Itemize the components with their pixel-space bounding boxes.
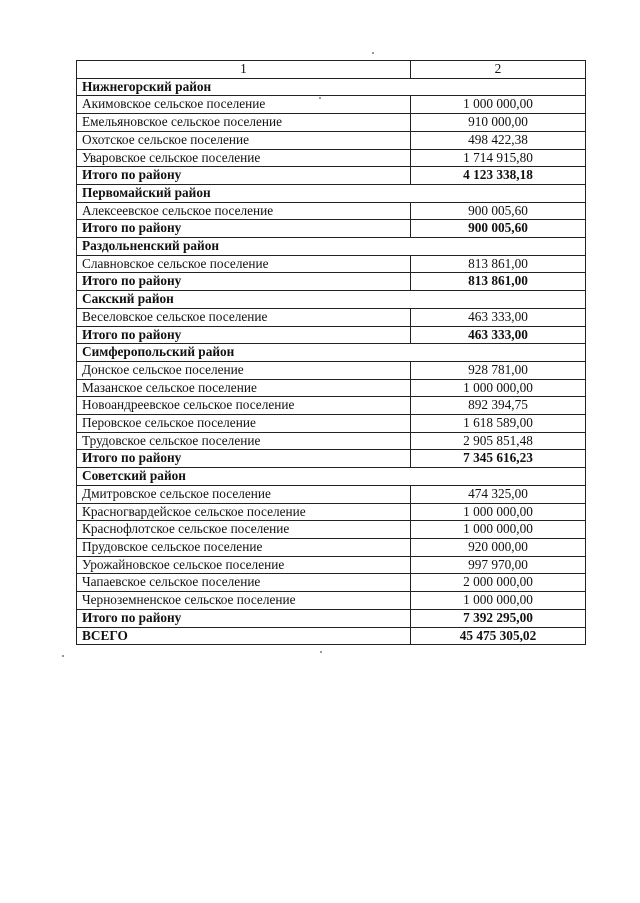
district-header-row <box>77 344 586 362</box>
grand-total-row <box>77 627 586 645</box>
settlement-name: Акимовское сельское поселение <box>77 96 411 114</box>
settlement-name: Краснофлотское сельское поселение <box>77 521 411 539</box>
settlement-name: Перовское сельское поселение <box>77 415 411 433</box>
settlement-amount: 1 618 589,00 <box>411 415 586 433</box>
scan-speck <box>320 651 322 653</box>
table-row <box>77 397 586 415</box>
settlement-amount: 900 005,60 <box>411 202 586 220</box>
settlement-amount: 1 000 000,00 <box>411 592 586 610</box>
table-row <box>77 415 586 433</box>
table-row <box>77 521 586 539</box>
settlement-name: Новоандреевское сельское поселение <box>77 397 411 415</box>
settlement-name: Уваровское сельское поселение <box>77 149 411 167</box>
district-name: Раздольненский район <box>77 238 586 256</box>
district-total-label: Итого по району <box>77 273 411 291</box>
table-row <box>77 114 586 132</box>
settlement-name: Трудовское сельское поселение <box>77 432 411 450</box>
district-total-label: Итого по району <box>77 326 411 344</box>
table-row <box>77 361 586 379</box>
scan-speck <box>372 52 374 54</box>
settlement-name: Донское сельское поселение <box>77 361 411 379</box>
settlement-name: Емельяновское сельское поселение <box>77 114 411 132</box>
district-total-value: 463 333,00 <box>411 326 586 344</box>
table-row <box>77 131 586 149</box>
settlement-name: Красногвардейское сельское поселение <box>77 503 411 521</box>
settlement-amount: 463 333,00 <box>411 308 586 326</box>
settlement-amount: 1 000 000,00 <box>411 96 586 114</box>
district-total-row <box>77 609 586 627</box>
district-total-value: 7 345 616,23 <box>411 450 586 468</box>
settlement-name: Черноземненское сельское поселение <box>77 592 411 610</box>
district-total-row <box>77 167 586 185</box>
district-total-label: Итого по району <box>77 220 411 238</box>
settlement-name: Чапаевское сельское поселение <box>77 574 411 592</box>
district-total-value: 900 005,60 <box>411 220 586 238</box>
table-row <box>77 308 586 326</box>
allocation-table <box>76 60 586 645</box>
district-total-value: 813 861,00 <box>411 273 586 291</box>
settlement-amount: 2 905 851,48 <box>411 432 586 450</box>
table-row <box>77 96 586 114</box>
district-header-row <box>77 468 586 486</box>
settlement-amount: 1 000 000,00 <box>411 521 586 539</box>
district-header-row <box>77 238 586 256</box>
grand-total-value: 45 475 305,02 <box>411 627 586 645</box>
district-total-label: Итого по району <box>77 450 411 468</box>
district-header-row <box>77 184 586 202</box>
district-name: Первомайский район <box>77 184 586 202</box>
settlement-name: Мазанское сельское поселение <box>77 379 411 397</box>
district-total-row <box>77 220 586 238</box>
table-body <box>77 61 586 645</box>
settlement-amount: 928 781,00 <box>411 361 586 379</box>
table-row <box>77 503 586 521</box>
table-row <box>77 379 586 397</box>
table-row <box>77 556 586 574</box>
column-header-1: 1 <box>77 61 411 79</box>
settlement-name: Дмитровское сельское поселение <box>77 485 411 503</box>
settlement-amount: 920 000,00 <box>411 538 586 556</box>
district-total-label: Итого по району <box>77 167 411 185</box>
table-row <box>77 592 586 610</box>
settlement-amount: 997 970,00 <box>411 556 586 574</box>
district-total-row <box>77 273 586 291</box>
settlement-amount: 474 325,00 <box>411 485 586 503</box>
settlement-amount: 892 394,75 <box>411 397 586 415</box>
table-row <box>77 432 586 450</box>
settlement-name: Охотское сельское поселение <box>77 131 411 149</box>
district-name: Советский район <box>77 468 586 486</box>
table-header-row <box>77 61 586 79</box>
settlement-amount: 498 422,38 <box>411 131 586 149</box>
district-name: Нижнегорский район <box>77 78 586 96</box>
settlement-name: Прудовское сельское поселение <box>77 538 411 556</box>
grand-total-label: ВСЕГО <box>77 627 411 645</box>
district-header-row <box>77 78 586 96</box>
district-total-value: 4 123 338,18 <box>411 167 586 185</box>
column-header-2: 2 <box>411 61 586 79</box>
district-header-row <box>77 291 586 309</box>
table-row <box>77 538 586 556</box>
settlement-name: Славновское сельское поселение <box>77 255 411 273</box>
district-name: Сакский район <box>77 291 586 309</box>
table-row <box>77 202 586 220</box>
district-total-row <box>77 326 586 344</box>
settlement-amount: 1 714 915,80 <box>411 149 586 167</box>
table-row <box>77 485 586 503</box>
table-row <box>77 149 586 167</box>
district-name: Симферопольский район <box>77 344 586 362</box>
settlement-amount: 2 000 000,00 <box>411 574 586 592</box>
district-total-label: Итого по району <box>77 609 411 627</box>
settlement-name: Веселовское сельское поселение <box>77 308 411 326</box>
settlement-name: Алексеевское сельское поселение <box>77 202 411 220</box>
settlement-amount: 910 000,00 <box>411 114 586 132</box>
settlement-amount: 1 000 000,00 <box>411 379 586 397</box>
table-row <box>77 574 586 592</box>
table-row <box>77 255 586 273</box>
scan-speck <box>62 655 64 657</box>
settlement-amount: 1 000 000,00 <box>411 503 586 521</box>
settlement-amount: 813 861,00 <box>411 255 586 273</box>
district-total-row <box>77 450 586 468</box>
settlement-name: Урожайновское сельское поселение <box>77 556 411 574</box>
district-total-value: 7 392 295,00 <box>411 609 586 627</box>
